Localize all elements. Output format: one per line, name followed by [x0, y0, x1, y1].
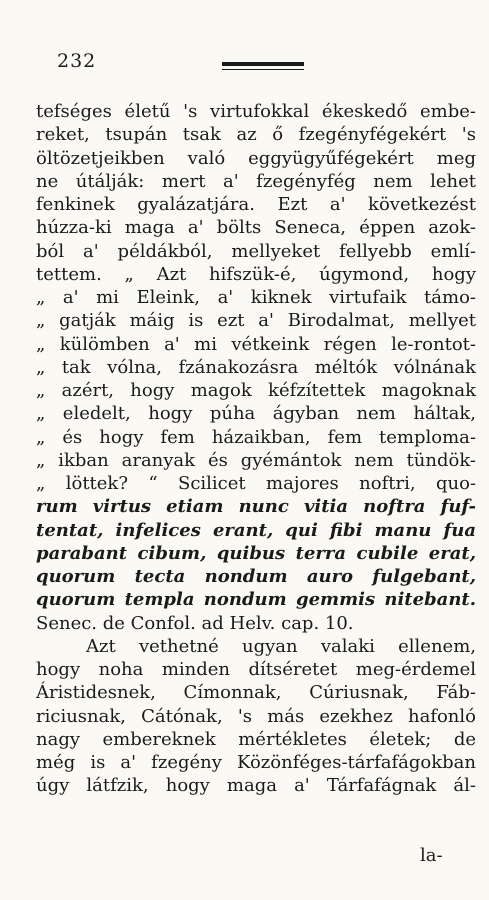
text-line: Áristidesnek, Címonnak, Cúriusnak, Fáb-: [36, 682, 476, 704]
text-line: „ löttek? “ Scilicet majores noftri, quo-: [36, 473, 476, 494]
text-line: „ és hogy fem házaikban, fem temploma-: [36, 426, 476, 448]
text-line: quorum tecta nondum auro fulgebant,: [36, 566, 476, 587]
text-line: riciusnak, Cátónak, 's más ezekhez hafonló: [36, 705, 476, 727]
text-line: nagy embereknek mértékletes életek; de: [36, 728, 476, 750]
text-line: tentat, infelices erant, qui fibi manu fua: [36, 519, 476, 541]
text-line: még is a' fzegény Közönféges-tárfafágokban: [36, 752, 476, 773]
text-line: öltözetjeikben való eggyügyűfégekért meg: [36, 147, 476, 169]
page-number: 232: [57, 50, 97, 72]
catchword: la-: [420, 845, 443, 866]
text-line: húzza-ki maga a' bölts Seneca, éppen azok-: [36, 217, 476, 239]
text-line: Senec. de Confol. ad Helv. cap. 10.: [36, 612, 354, 634]
text-line: reket, tsupán tsak az ő fzegényfégekért 's: [36, 124, 476, 146]
text-line: „ gatják máig is ezt a' Birodalmat, mellyet: [36, 310, 476, 332]
text-line: „ eledelt, hogy púha ágyban nem háltak,: [36, 403, 476, 425]
text-line: hogy noha minden dítséretet meg-érdemel: [36, 659, 476, 680]
text-line: ne útálják: mert a' fzegényfég nem lehet: [36, 170, 476, 192]
text-line: fenkinek gyalázatjára. Ezt a' következést: [36, 194, 476, 215]
text-line: „ a' mi Eleink, a' kiknek virtufaik támo-: [36, 287, 476, 308]
text-line: tettem. „ Azt hifszük-é, úgymond, hogy: [36, 263, 476, 285]
text-line: Azt vethetné ugyan valaki ellenem,: [86, 635, 476, 657]
text-line: quorum templa nondum gemmis nitebant.: [36, 589, 476, 611]
text-line: ból a' példákból, mellyeket fellyebb emlí-: [36, 240, 476, 262]
text-line: „ azért, hogy magok kéfzítettek magoknak: [36, 380, 476, 401]
text-line: úgy látfzik, hogy maga a' Tárfafágnak ál-: [36, 775, 476, 797]
text-line: tefséges életű 's virtufokkal ékeskedő embe-: [36, 101, 476, 122]
text-line: „ tak vólna, fzánakozásra méltók vólnának: [36, 356, 476, 378]
body-text: [36, 100, 476, 798]
text-line: rum virtus etiam nunc vitia noftra fuf-: [36, 496, 476, 518]
text-line: „ ikban aranyak és gyémántok nem tündök-: [36, 449, 476, 471]
text-line: „ külömben a' mi vétkeink régen le-rontot-: [36, 333, 476, 355]
text-line: parabant cibum, quibus terra cubile erat,: [36, 542, 476, 564]
header-rule: [222, 62, 304, 66]
